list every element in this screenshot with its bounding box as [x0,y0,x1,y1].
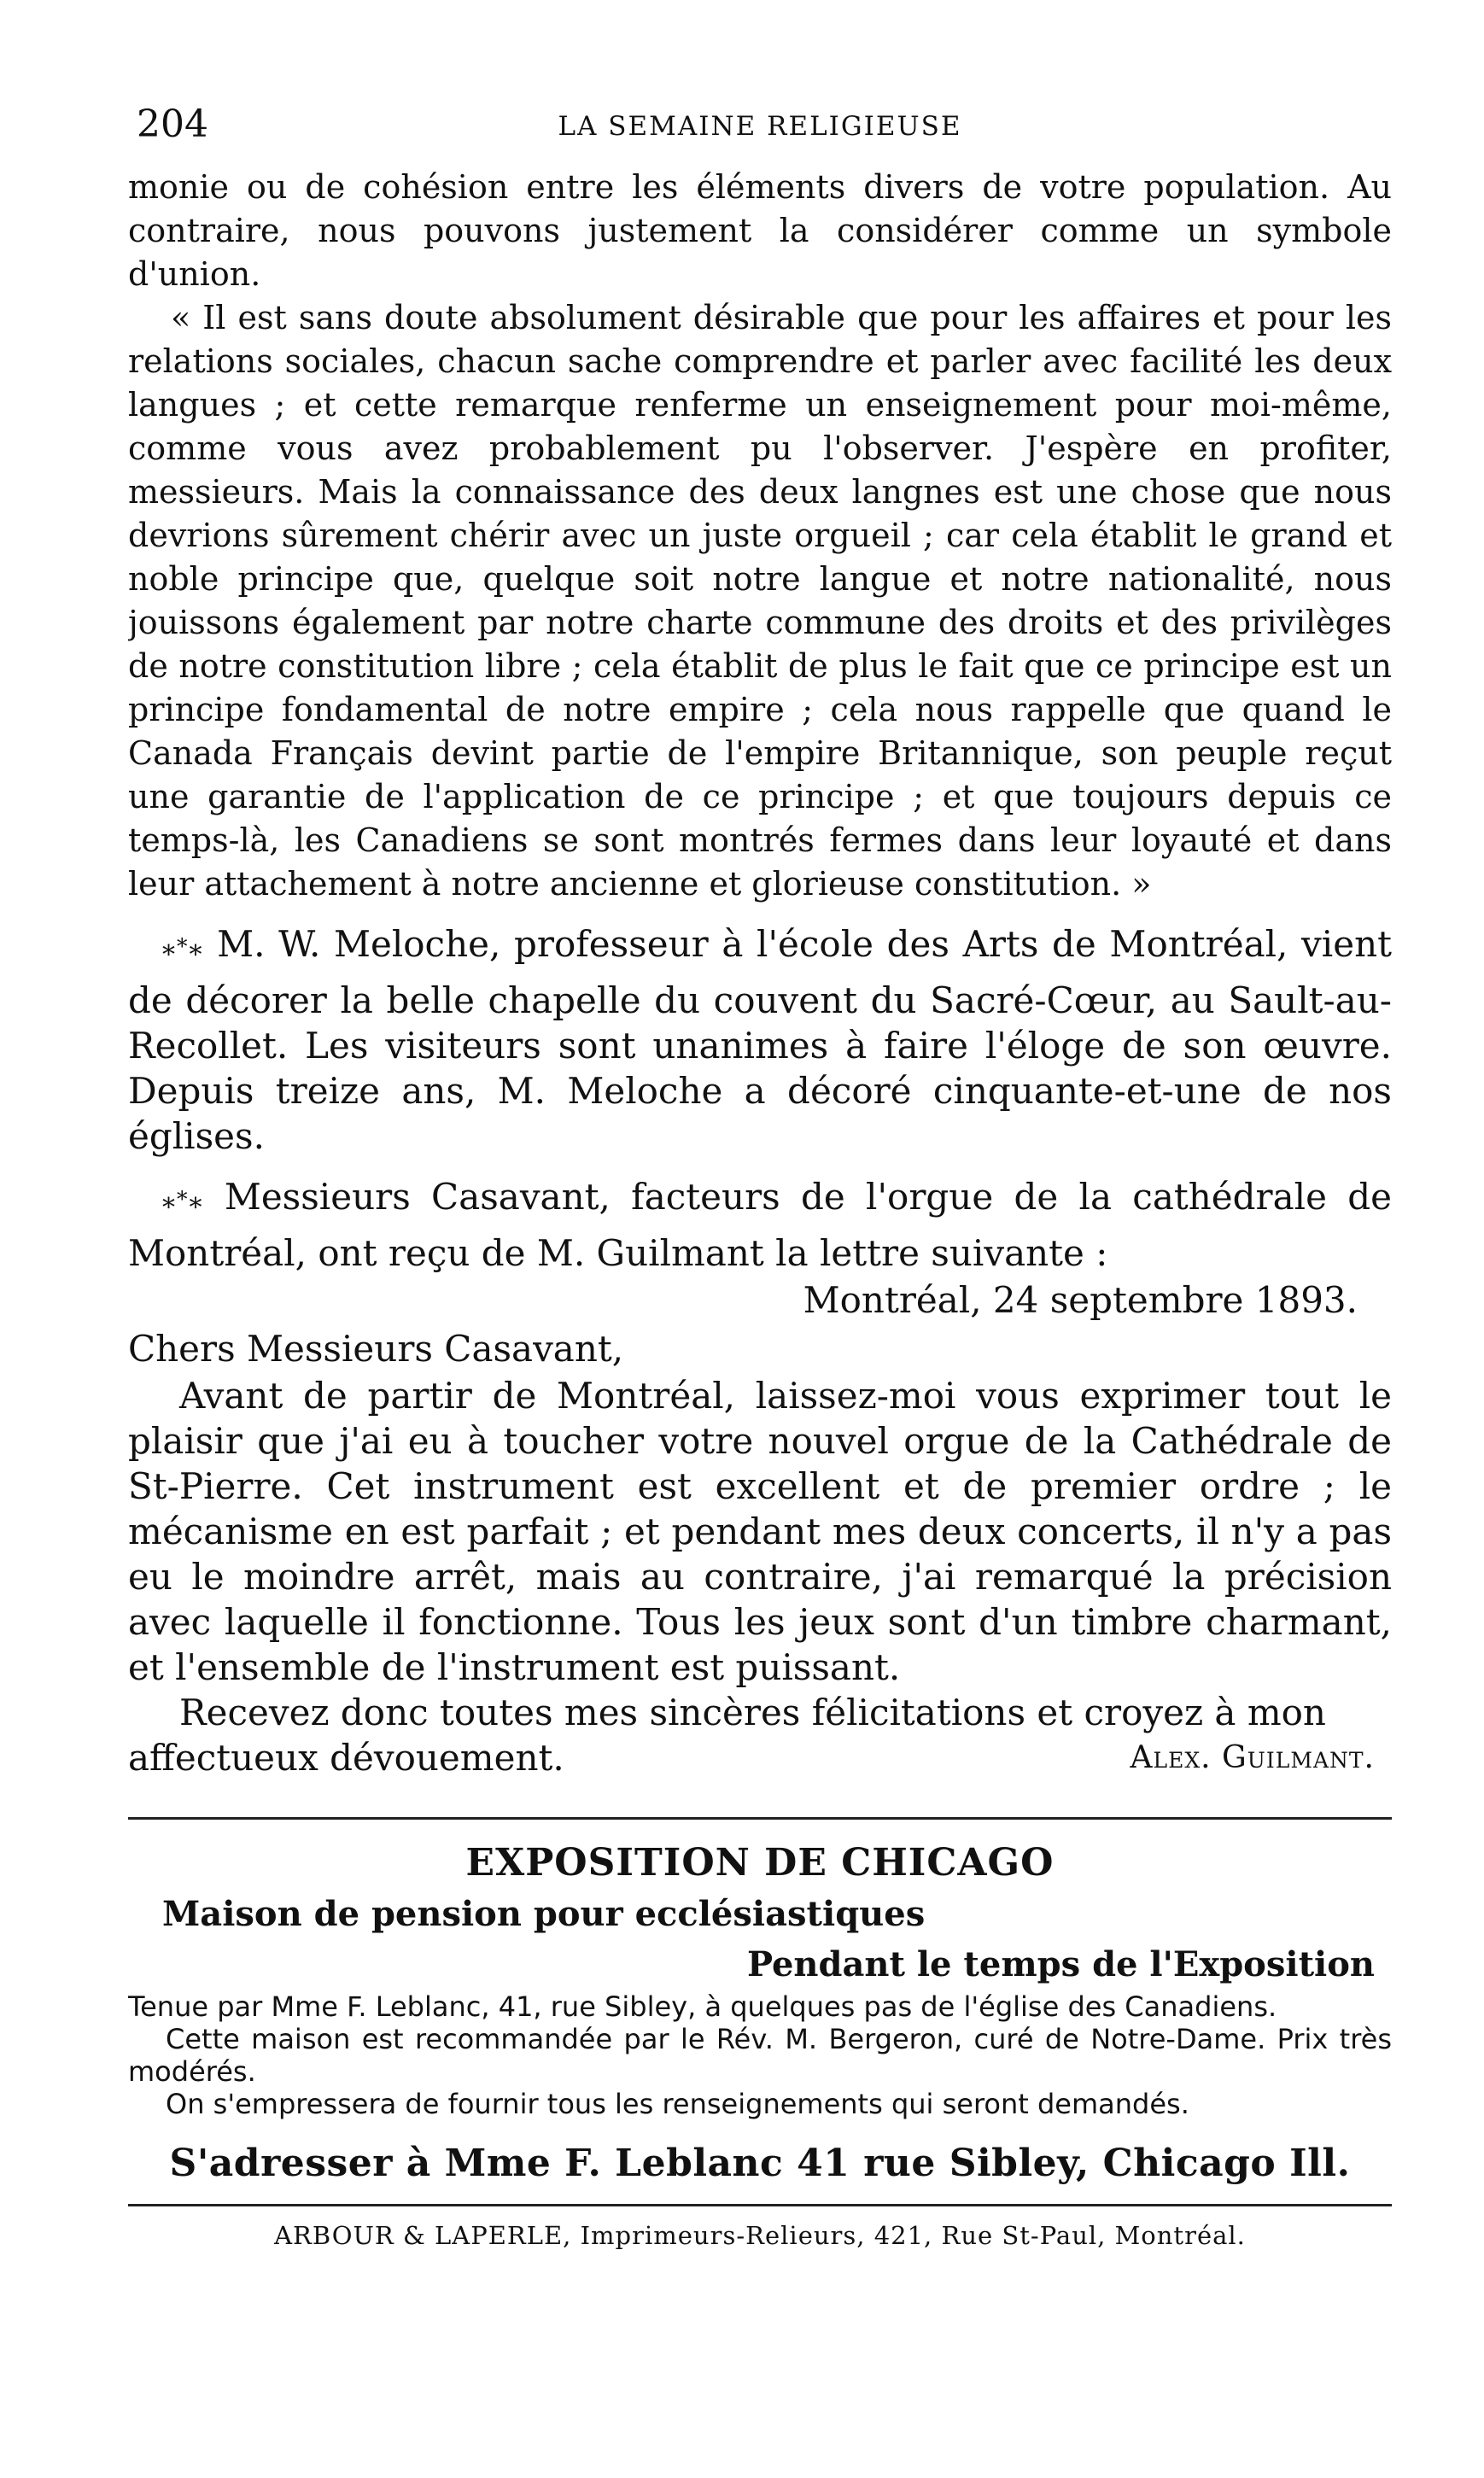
letter-closing: Recevez donc toutes mes sincères félicitations et croyez à mon [179,1692,1326,1733]
letter-sign-row [128,1735,1392,1781]
news-item-casavant [128,1174,1392,1276]
section-divider [128,1817,1392,1820]
ad-line: Tenue par Mme F. Leblanc, 41, rue Sibley, à quelques pas de l'église des Canadiens. [128,1990,1277,2023]
letter-closing-end: affectueux dévouement. [128,1737,564,1779]
news-item-text: Messieurs Casavant, facteurs de l'orgue de la cathédrale de Montréal, ont reçu de M. Guilmant la lettre suivante : [128,1176,1392,1274]
asterism: *** [162,934,204,970]
guilmant-letter [128,1276,1392,1781]
letter-body: Avant de partir de Montréal, laissez-moi vous exprimer tout le plaisir que j'ai eu à toucher votre nouvel orgue de la Cathédrale de St-Pierre. Cet instrument est excellent et de premier ordre ; le mécanisme en est parfait ; et pendant mes deux concerts, il n'y a pas eu le moindre arrêt, mais au contraire, j'ai remarqué la précision avec laquelle il fonctionne. Tous les jeux sont d'un timbre charmant, et l'ensemble de l'instrument est puissant. [128,1375,1392,1688]
speech-section [128,166,1392,906]
document-page [128,102,1392,2425]
letter-salutation: Chers Messieurs Casavant, [128,1328,624,1370]
running-head: LA SEMAINE RELIGIEUSE [558,111,962,142]
page-header [128,102,1392,166]
news-item-meloche [128,921,1392,1159]
ad-address: S'adresser à Mme F. Leblanc 41 rue Sibley, Chicago Ill. [169,2142,1351,2185]
speech-paragraph: « Il est sans doute absolument désirable que pour les affaires et pour les relations sociales, chacun sache comprendre et parler avec facilité les deux langues ; et cette remarque renferme un enseignement pour moi-même, comme vous avez probablement pu l'observer. J'espère en profiter, messieurs. Mais la connaissance des deux langnes est une chose que nous devrions sûrement chérir avec un juste orgueil ; car cela établit le grand et noble principe que, quelque soit notre langue et notre nationalité, nous jouissons également par notre charte commune des droits et des privilèges de notre constitution libre ; cela établit de plus le fait que ce principe est un principe fondamental de notre empire ; cela nous rappelle que quand le Canada Français devint partie de l'empire Britannique, son peuple reçut une garantie de l'application de ce principe ; et que toujours depuis ce temps-là, les Canadiens se sont montrés fermes dans leur loyauté et dans leur attachement à notre ancienne et glorieuse constitution. » [128,299,1392,903]
ad-line: Cette maison est recommandée par le Rév. M. Bergeron, curé de Notre-Dame. Prix très modérés. [128,2023,1392,2088]
advertisement [128,1837,1392,2189]
ad-line: On s'empressera de fournir tous les renseignements qui seront demandés. [166,2088,1189,2120]
speech-paragraph: monie ou de cohésion entre les éléments divers de votre population. Au contraire, nous pouvons justement la considérer comme un symbole d'union. [128,168,1392,293]
ad-subtitle: Maison de pension pour ecclésiastiques [162,1894,926,1934]
news-item-text: M. W. Meloche, professeur à l'école des Arts de Montréal, vient de décorer la belle chapelle du couvent du Sacré-Cœur, au Sault-au-Recollet. Les visiteurs sont unanimes à faire l'éloge de son œuvre. Depuis treize ans, M. Meloche a décoré cinquante-et-une de nos églises. [128,923,1392,1157]
news-section [128,921,1392,1276]
asterism: *** [162,1187,204,1223]
letter-signature: Alex. Guilmant. [1130,1740,1375,1775]
footer-divider [128,2204,1392,2206]
letter-date: Montréal, 24 septembre 1893. [803,1279,1358,1321]
page-number: 204 [137,102,208,146]
ad-subtitle-period: Pendant le temps de l'Exposition [746,1944,1375,1984]
ad-body [128,1990,1392,2120]
ad-title: EXPOSITION DE CHICAGO [465,1841,1055,1885]
printer-imprint: ARBOUR & LAPERLE, Imprimeurs-Relieurs, 421, Rue St-Paul, Montréal. [274,2221,1246,2250]
